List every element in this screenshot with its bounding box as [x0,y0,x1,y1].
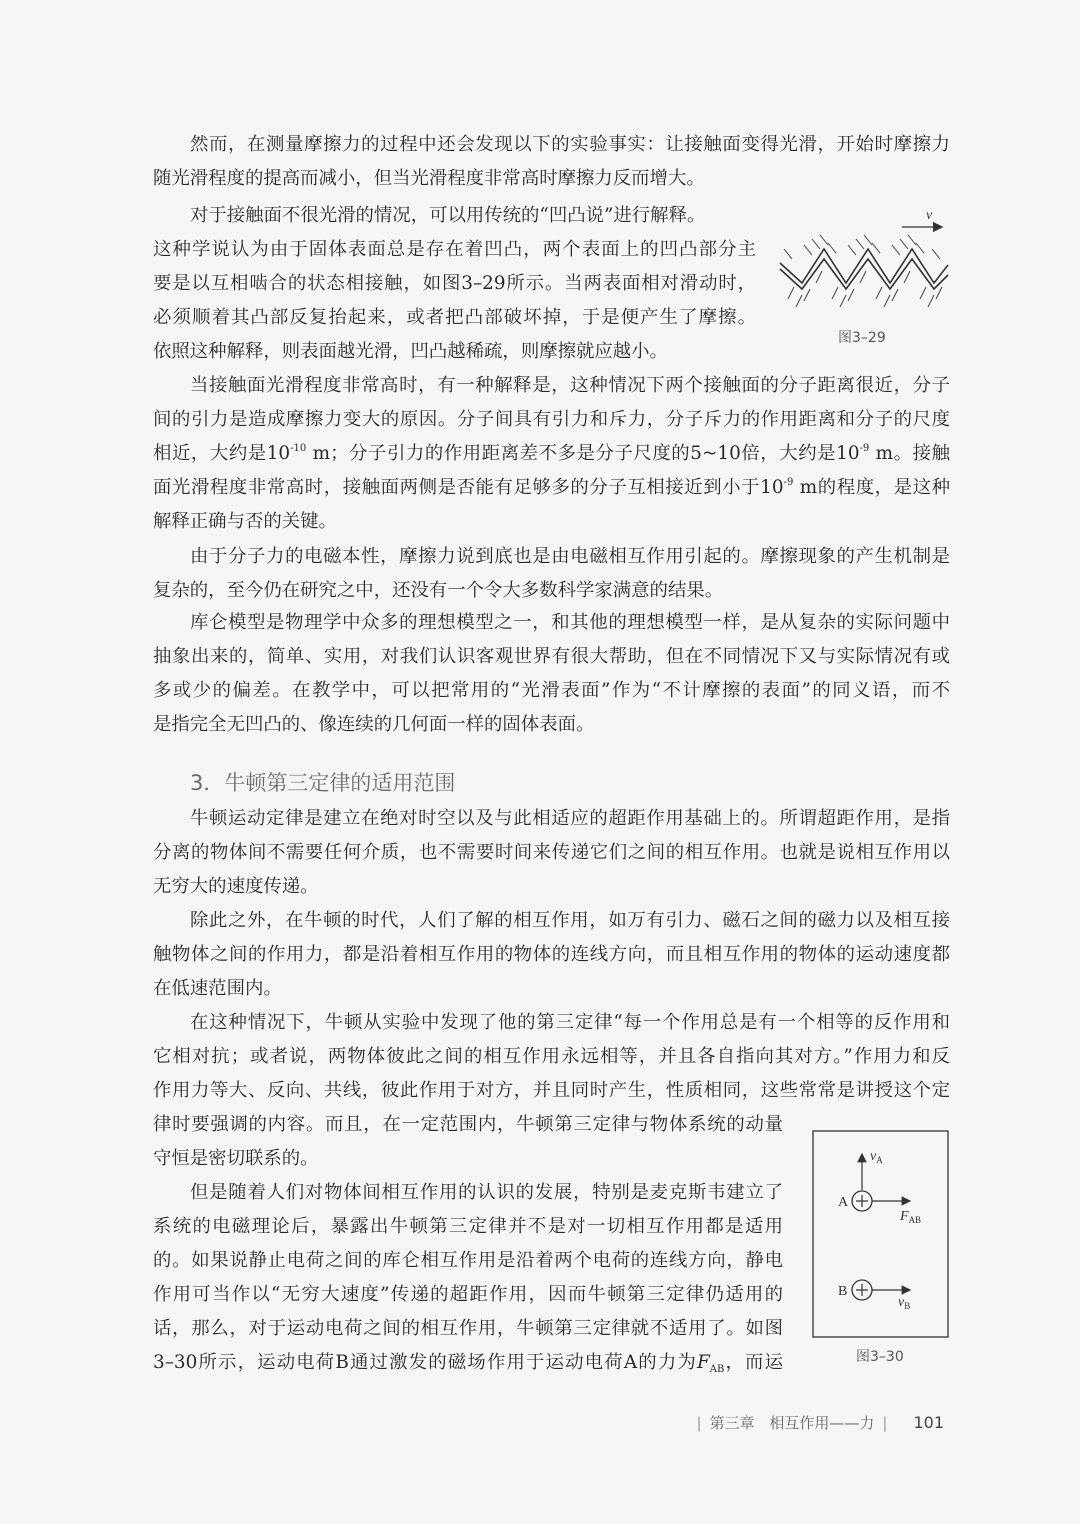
paragraph-line: 必须顺着其凸部反复抬起来，或者把凸部破坏掉，于是便产生了摩擦。 [153,307,756,328]
paragraph-line: 是指完全无凹凸的、像连续的几何面一样的固体表面。 [153,714,595,735]
charge-a-label: A [838,1195,849,1210]
paragraph-line: 面光滑程度非常高时，接触面两侧是否能有足够多的分子互相接近到小于$10^{-9}$ m的程度，是这种 [153,477,950,498]
paragraph-line: 在低速范围内。 [153,978,282,999]
footer-chapter: 第三章 [709,1414,755,1432]
paragraph-line: 然而，在测量摩擦力的过程中还会发现以下的实验事实：让接触面变得光滑，开始时摩擦力 [190,134,950,155]
paragraph-line: 话，那么，对于运动电荷之间的相互作用，牛顿第三定律就不适用了。如图 [153,1318,783,1339]
paragraph-line: 复杂的，至今仍在研究之中，还没有一个令大多数科学家满意的结果。 [153,580,724,601]
paragraph-line: 但是随着人们对物体间相互作用的认识的发展，特别是麦克斯韦建立了 [190,1182,783,1203]
paragraph-line: 当接触面光滑程度非常高时，有一种解释是，这种情况下两个接触面的分子距离很近，分子 [190,375,950,396]
paragraph-line: 3–30所示，运动电荷B通过激发的磁场作用于运动电荷A的力为$F_{AB}$，而运 [153,1352,783,1375]
figure-3-30-caption: 图3–30 [856,1349,904,1365]
velocity-arrow [902,208,942,227]
paragraph-line: 库仑模型是物理学中众多的理想模型之一，和其他的理想模型一样，是从复杂的实际问题中 [190,612,950,633]
paragraph-line: 间的引力是造成摩擦力变大的原因。分子间具有引力和斥力，分子斥力的作用距离和分子的尺度 [153,409,950,430]
page-number: 101 [913,1413,944,1432]
section-heading: 3．牛顿第三定律的适用范围 [190,771,456,795]
figure-3-29-caption: 图3–29 [838,330,886,346]
charge-b [838,1280,910,1311]
footer-title: 相互作用——力 [769,1414,875,1432]
paragraph-line: 抽象出来的，简单、实用，对我们认识客观世界有很大帮助，但在不同情况下又与实际情况有或 [153,646,950,667]
charge-b-label: B [838,1284,848,1299]
paragraph-line: 多或少的偏差。在教学中，可以把常用的“光滑表面”作为“不计摩擦的表面”的同义语，而不 [153,680,950,701]
svg-text:vB: $v_B$ [898,1295,911,1311]
paragraph-line: 对于接触面不很光滑的情况，可以用传统的“凹凸说”进行解释。 [190,205,706,226]
paragraph-line: 依照这种解释，则表面越光滑，凹凸越稀疏，则摩擦就应越小。 [153,341,668,362]
paragraph-line: 在这种情况下，牛顿从实验中发现了他的第三定律“每一个作用总是有一个相等的反作用和 [190,1012,950,1033]
paragraph-line: 要是以互相啮合的状态相接触，如图3–29所示。当两表面相对滑动时， [153,273,756,294]
svg-text:FAB: $F_{AB}$ [900,1209,922,1225]
paragraph-line: 它相对抗；或者说，两物体彼此之间的相互作用永远相等，并且各自指向其对方。”作用力和反 [153,1046,950,1067]
svg-text:vA: $v_A$ [870,1149,883,1165]
figure-3-30-moving-charges [812,1130,949,1338]
paragraph-line: 解释正确与否的关键。 [153,511,337,532]
paragraph-line: 作用力等大、反向、共线，彼此作用于对方，并且同时产生，性质相同，这些常常是讲授这个定 [153,1080,950,1101]
paragraph-line: 触物体之间的作用力，都是沿着相互作用的物体的连线方向，而且相互作用的物体的运动速度都 [153,944,950,965]
page-footer: | 第三章 相互作用——力 | 101 [696,1413,944,1432]
paragraph-line: 分离的物体间不需要任何介质，也不需要时间来传递它们之间的相互作用。也就是说相互作用以 [153,842,950,863]
paragraph-line: 作用可当作以“无穷大速度”传递的超距作用，因而牛顿第三定律仍适用的 [153,1284,783,1305]
paragraph-line: 相近，大约是$10^{-10}$ m；分子引力的作用距离差不多是分子尺度的5~10倍，大约是$10^{-9}$ m。接触 [153,443,950,464]
paragraph-line: 无穷大的速度传递。 [153,876,319,897]
velocity-b-label: v [898,1295,905,1310]
paragraph-line: 系统的电磁理论后，暴露出牛顿第三定律并不是对一切相互作用都是适用 [153,1216,783,1237]
paragraph-line: 律时要强调的内容。而且，在一定范围内，牛顿第三定律与物体系统的动量 [153,1114,783,1135]
paragraph-line: 牛顿运动定律是建立在绝对时空以及与此相适应的超距作用基础上的。所谓超距作用，是指 [190,808,950,829]
velocity-a-label: v [870,1149,877,1164]
plus-sign-icon [856,1284,868,1296]
figure-3-29-rough-surfaces [772,203,952,313]
paragraph-line: 的。如果说静止电荷之间的库仑相互作用是沿着两个电荷的连线方向，静电 [153,1250,783,1271]
paragraph-line: 除此之外，在牛顿的时代，人们了解的相互作用，如万有引力、磁石之间的磁力以及相互接 [190,910,950,931]
charge-a [838,1149,921,1225]
plus-sign-icon [856,1195,868,1207]
paragraph-line: 随光滑程度的提高而减小，但当光滑程度非常高时摩擦力反而增大。 [153,168,705,189]
paragraph-line: 这种学说认为由于固体表面总是存在着凹凸，两个表面上的凹凸部分主 [153,239,756,260]
paragraph-line: 由于分子力的电磁本性，摩擦力说到底也是由电磁相互作用引起的。摩擦现象的产生机制是 [190,546,950,567]
force-ab-label: F [900,1209,909,1224]
paragraph-line: 守恒是密切联系的。 [153,1148,319,1169]
velocity-label: v [926,208,933,223]
